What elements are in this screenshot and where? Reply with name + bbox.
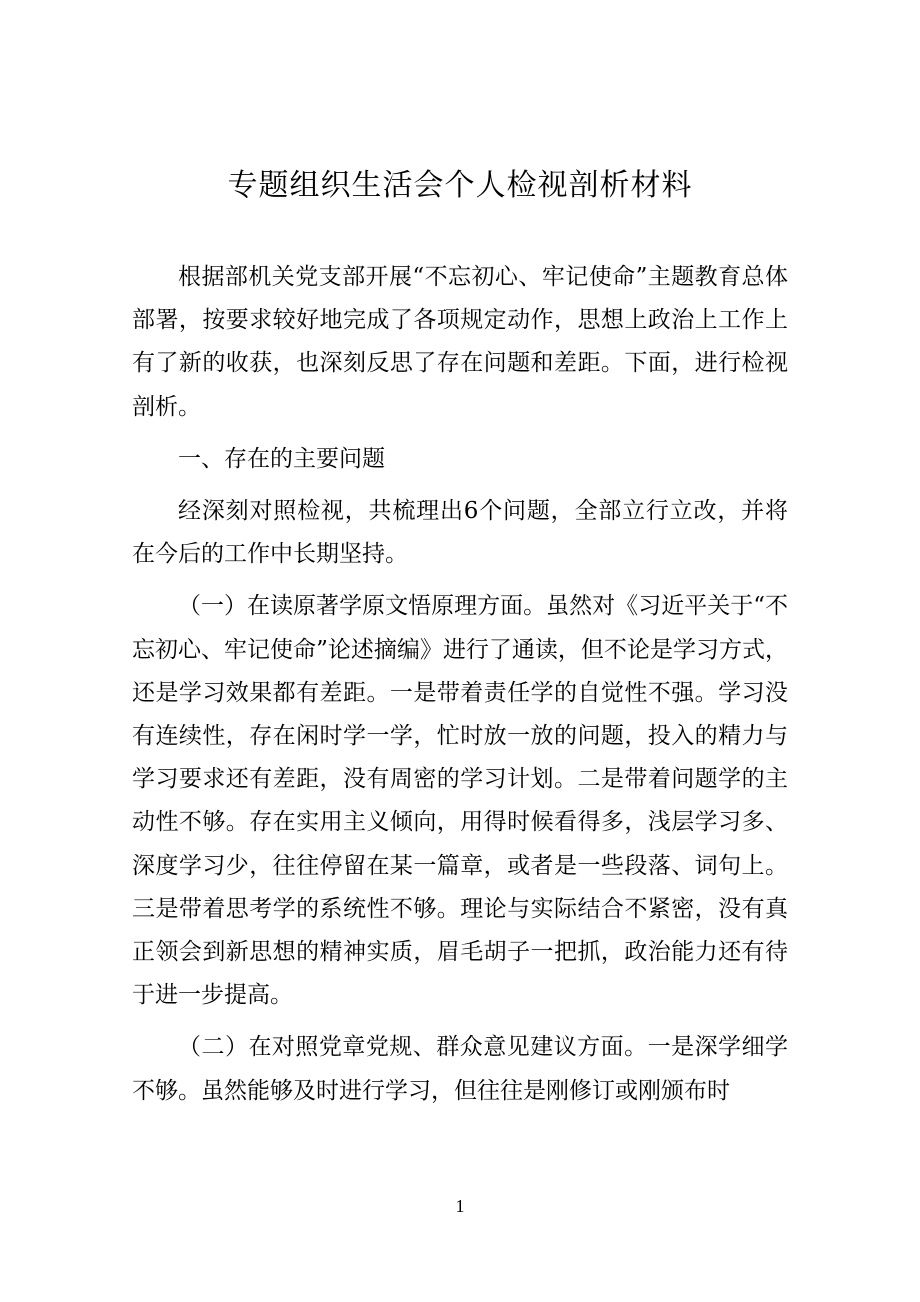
item-2-paragraph [132, 1026, 788, 1112]
item-1-paragraph [132, 585, 788, 1017]
item-1-text-3: 存在实用主义倾向，用得时候看得多，浅层学习多、深度学习少，往往停留在某一篇章，或者是一些段落、词句上。 [132, 809, 789, 879]
intro-paragraph: 根据部机关党支部开展“不忘初心、牢记使命”主题教育总体部署，按要求较好地完成了各项规定动作，思想上政治上工作上有了新的收获，也深刻反思了存在问题和差距。下面，进行检视剖析。 [132, 264, 788, 420]
document-body [132, 256, 788, 1113]
item-1-text-2: 学习没有连续性，存在闲时学一学，忙时放一放的问题，投入的精力与学习要求还有差距，没有周密的学习计划。 [132, 679, 789, 793]
item-1-point-2: 二是带着问题学的主动性不够。 [132, 766, 789, 836]
item-1-lead: （一）在读原著学原文悟原理方面。 [178, 593, 547, 620]
item-1-point-1: 一是带着责任学的自觉性不强。 [389, 679, 719, 706]
item-2-text-1: 虽然能够及时进行学习，但往往是刚修订或刚颁布时 [201, 1077, 730, 1104]
item-2-point-1: 一是深学细学不够。 [132, 1034, 789, 1104]
section-intro-paragraph: 经深刻对照检视，共梳理出6个问题，全部立行立改，并将在今后的工作中长期坚持。 [132, 498, 788, 568]
item-1-text-1: 虽然对《习近平关于“不忘初心、牢记使命”论述摘编》进行了通读，但不论是学习方式，还是学习效果都有差距。 [132, 593, 789, 706]
section-heading-problems: 一、存在的主要问题 [178, 445, 385, 472]
page-number: 1 [455, 1196, 465, 1216]
item-1-text-4: 理论与实际结合不紧密，没有真正领会到新思想的精神实质，眉毛胡子一把抓，政治能力还有待于进一步提高。 [132, 895, 789, 1009]
item-2-lead: （二）在对照党章党规、群众意见建议方面。 [178, 1034, 648, 1061]
document-title: 专题组织生活会个人检视剖析材料 [227, 168, 693, 203]
item-1-point-3: 三是带着思考学的系统性不够。 [132, 895, 461, 922]
